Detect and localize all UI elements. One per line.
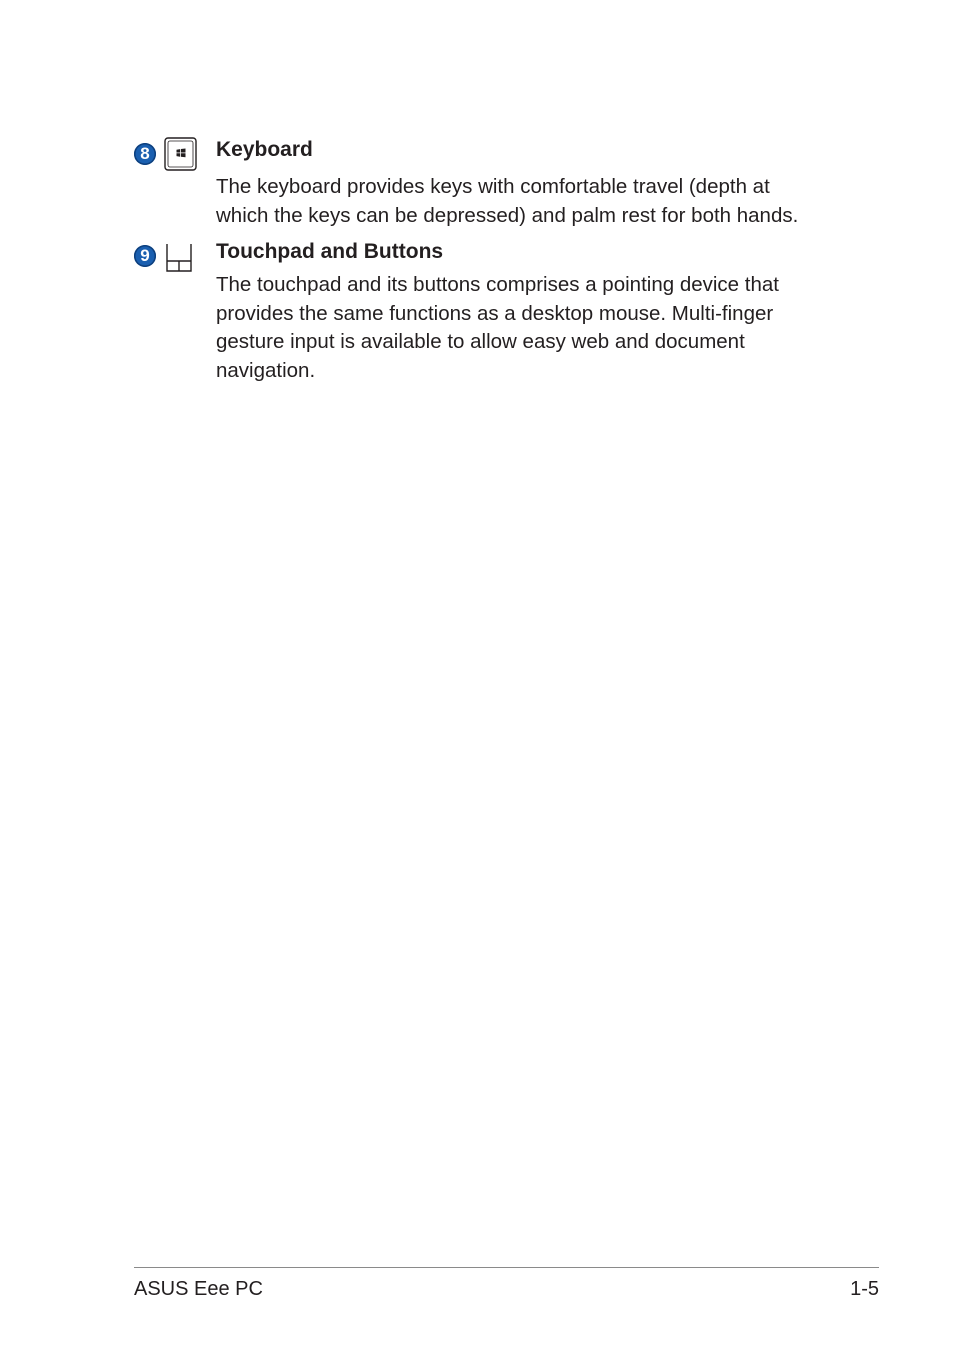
number-badge: 9 — [134, 245, 156, 267]
touchpad-icon — [164, 243, 194, 278]
section-title: Touchpad and Buttons — [216, 240, 444, 263]
keyboard-windows-key-icon — [164, 137, 198, 176]
page-number: 1-5 — [850, 1278, 879, 1300]
number-badge: 8 — [134, 143, 156, 165]
footer-divider — [134, 1267, 879, 1268]
section-description: The keyboard provides keys with comfortable travel (depth at which the keys can be depressed) and palm rest for both hands. — [216, 175, 799, 227]
footer-product-name: ASUS Eee PC — [134, 1278, 263, 1300]
section-title: Keyboard — [216, 138, 313, 161]
section-description: The touchpad and its buttons comprises a pointing device that provides the same functions as a desktop mouse. Multi-finger gesture input is available to allow easy web and document navigation. — [216, 273, 779, 382]
